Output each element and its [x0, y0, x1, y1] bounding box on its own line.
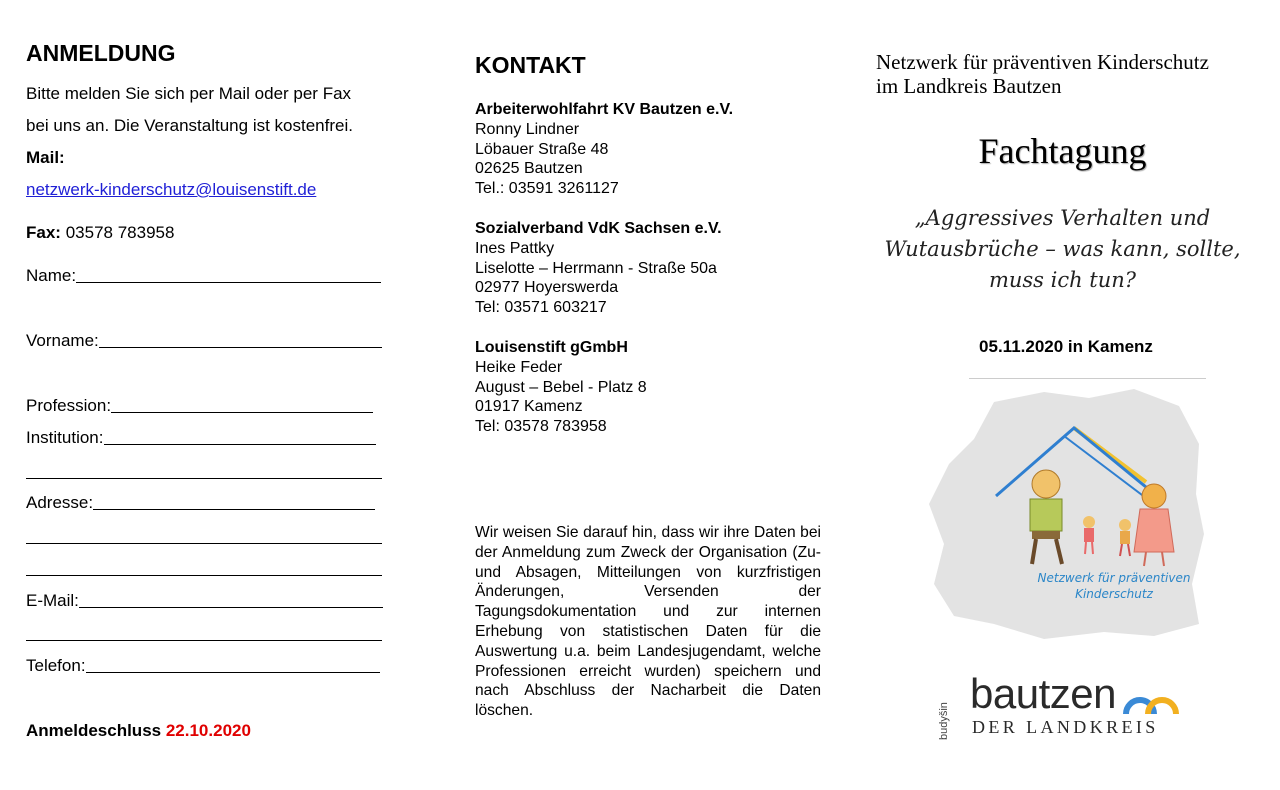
fax-line — [26, 223, 174, 243]
logo-sub: DER LANDKREIS — [972, 717, 1159, 737]
org-street: Liselotte – Herrmann - Straße 50a — [475, 259, 717, 277]
network-title-line2: im Landkreis Bautzen — [876, 74, 1062, 98]
vorname-field[interactable] — [26, 331, 382, 351]
email-field-label: E-Mail: — [26, 591, 79, 610]
org-city: 02625 Bautzen — [475, 160, 583, 178]
org-person: Heike Feder — [475, 358, 563, 376]
email-field-line[interactable] — [79, 606, 383, 608]
logo-arcs-icon — [1122, 684, 1182, 718]
adresse-extra-line-1[interactable] — [26, 543, 382, 544]
org-street: Löbauer Straße 48 — [475, 140, 609, 158]
telefon-field-line[interactable] — [86, 671, 380, 673]
institution-field-label: Institution: — [26, 428, 104, 447]
contact-org-vdk — [475, 219, 722, 318]
logo-word: bautzen — [970, 670, 1116, 717]
org-phone: Tel: 03578 783958 — [475, 418, 607, 436]
telefon-field-label: Telefon: — [26, 656, 86, 675]
mail-label: Mail: — [26, 148, 65, 167]
logo-side-text: budyšin — [938, 702, 950, 740]
contact-heading: KONTAKT — [475, 52, 586, 78]
mail-link[interactable]: netzwerk-kinderschutz@louisenstift.de — [26, 180, 317, 199]
network-logo-illustration — [924, 384, 1206, 642]
vorname-field-label: Vorname: — [26, 331, 99, 350]
quote-line2: Wutausbrüche – was kann, sollte, — [884, 237, 1241, 261]
deadline-label: Anmeldeschluss — [26, 721, 162, 740]
email-field[interactable] — [26, 591, 383, 611]
org-phone: Tel: 03571 603217 — [475, 299, 607, 317]
org-person: Ronny Lindner — [475, 120, 580, 138]
quote-line1: „Aggressives Verhalten und — [914, 206, 1211, 230]
profession-field-label: Profession: — [26, 396, 112, 415]
adresse-extra-line-2[interactable] — [26, 575, 382, 576]
profession-field[interactable] — [26, 396, 373, 416]
quote-line3: muss ich tun? — [988, 268, 1137, 292]
bautzen-logo — [938, 670, 1192, 750]
image-caption-line1: Netzwerk für präventiven — [1037, 571, 1191, 585]
profession-field-line[interactable] — [111, 411, 373, 413]
org-phone: Tel.: 03591 3261127 — [475, 180, 619, 198]
contact-org-awo — [475, 100, 733, 199]
privacy-notice: Wir weisen Sie darauf hin, dass wir ihre Daten bei der Anmeldung zum Zweck der Organisation (Zu- und Absagen, Mitteilungen von kurzfristigen Änderungen, Versenden der Tagungsdokumentation und zur internen Erhebung von statistischen Daten für die Auswertung u.a. beim Landesjugendamt, welche Professionen erreicht wurden) speichern und nach Abschluss der Nacharbeit die Daten löschen. — [475, 524, 821, 720]
org-city: 02977 Hoyerswerda — [475, 279, 619, 297]
fax-label: Fax: — [26, 223, 61, 242]
network-title — [876, 50, 1209, 98]
registration-intro-line1: Bitte melden Sie sich per Mail oder per Fax — [26, 84, 352, 103]
institution-extra-line[interactable] — [26, 478, 382, 479]
telefon-field[interactable] — [26, 656, 380, 676]
name-field[interactable] — [26, 266, 381, 286]
org-name: Louisenstift gGmbH — [475, 339, 628, 356]
deadline — [26, 721, 251, 741]
org-city: 01917 Kamenz — [475, 398, 583, 416]
event-date-place: 05.11.2020 in Kamenz — [979, 337, 1153, 356]
adresse-field-label: Adresse: — [26, 493, 94, 512]
fax-number: 03578 783958 — [65, 223, 175, 242]
name-field-label: Name: — [26, 266, 77, 285]
vorname-field-line[interactable] — [99, 346, 382, 348]
email-extra-line[interactable] — [26, 640, 382, 641]
adresse-field-line[interactable] — [93, 508, 375, 510]
org-person: Ines Pattky — [475, 239, 555, 257]
registration-intro-line2: bei uns an. Die Veranstaltung ist kostenfrei. — [26, 116, 353, 135]
registration-heading: ANMELDUNG — [26, 40, 176, 66]
network-title-line1: Netzwerk für präventiven Kinderschutz — [876, 50, 1209, 74]
name-field-line[interactable] — [76, 281, 381, 283]
org-name: Arbeiterwohlfahrt KV Bautzen e.V. — [475, 101, 734, 118]
institution-field[interactable] — [26, 428, 376, 448]
adresse-field[interactable] — [26, 493, 375, 513]
divider — [969, 378, 1206, 379]
org-street: August – Bebel - Platz 8 — [475, 378, 647, 396]
image-caption-line2: Kinderschutz — [1075, 587, 1153, 601]
event-subtitle-quote — [860, 203, 1265, 296]
event-title: Fachtagung — [978, 131, 1147, 171]
deadline-date: 22.10.2020 — [165, 721, 251, 740]
org-name: Sozialverband VdK Sachsen e.V. — [475, 220, 722, 237]
institution-field-line[interactable] — [104, 443, 376, 445]
contact-org-louisenstift — [475, 338, 647, 437]
